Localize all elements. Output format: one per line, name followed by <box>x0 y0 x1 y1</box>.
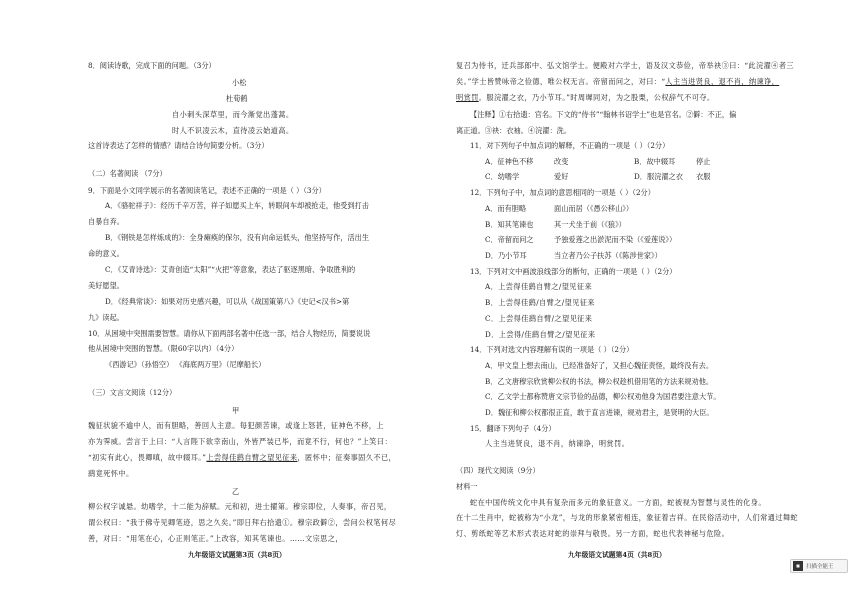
q12-heading: 12．下列句子中，加点词的意思相同的一项是（ ）（2分） <box>470 188 655 197</box>
passage-jia-line-3b: ，匿怀中；征奏事固久不已， <box>297 453 397 462</box>
passage-yi-line-4: 复召为侍书，迁兵部郎中、弘文馆学士。便殿对六学士，语及汉文恭俭，帝举袂③曰：“此浣濯④者三 <box>456 61 794 70</box>
q10-line-1: 10．从困境中突围需要智慧。请你从下面两部名著中任选一部，结合人物经历，简要说说 <box>88 329 371 338</box>
right-page <box>430 0 860 595</box>
q11-option-b-meaning: 停止 <box>696 157 711 166</box>
q8-question: 这首诗表达了怎样的情感？请结合诗句简要分析。（3分） <box>88 141 269 150</box>
passage-yi-label: 乙 <box>232 487 240 496</box>
q9-option-d: D．《经典常谈》：如果对历史感兴趣，可以从《战国策第八》《史记<汉书>第 <box>105 297 350 306</box>
right-page-footer: 九年级语文试题第4页（共8页） <box>568 551 666 559</box>
material-1-label: 材料一 <box>456 482 478 491</box>
passage-jia-line-2: 亦为霁威。尝言于上曰：“人言陛下欲幸南山，外皆严装已毕，而竟不行，何也？”上笑曰： <box>88 437 393 446</box>
q14-option-c: C．乙文学士都称赞唐文宗节俭的品德，柳公权劝他身为国君要注意大节。 <box>485 392 721 401</box>
q9-heading: 9．下面是小文同学展示的名著阅读笔记，表述不正确的一项是（ ）（3分） <box>88 186 326 195</box>
q10-line-2: 他从困境中突围的智慧。（限60字以内）（4分） <box>88 344 239 353</box>
section-2-title: （二）名著阅读 （7分） <box>88 169 167 178</box>
q12-option-c: C．帝留而问之 <box>485 235 534 244</box>
poem-line-2: 时人不识凌云木，直待凌云始道高。 <box>172 126 294 135</box>
passage-yi-line-5a: 矣。”学士皆赞咏帝之俭德，唯公权无言。帝留而问之，对曰：“ <box>456 77 666 86</box>
passage-jia-line-1: 魏征状貌不逾中人，而有胆略，善回人主意。每犯颜苦谏，或逢上怒甚，征神色不移，上 <box>88 421 384 430</box>
q15-heading: 15．翻译下列句子（4分） <box>470 424 556 433</box>
underlined-sentence-part-2: 明赏罚 <box>456 93 479 102</box>
q12-option-a: A．而有胆略 <box>485 204 527 213</box>
annotation-line-1: 【注释】①右拾遗：官名。下文的“侍书”“翰林书诏学士”也是官名。②僻：不正，偏 <box>470 110 737 119</box>
wavy-underlined-sentence: 上尝得佳鹞自臂之望见征来 <box>206 453 298 462</box>
passage-yi-line-2: 谓公权曰：“我于佛寺见卿笔迹，思之久矣。”即日拜右拾遗①。穆宗政僻②，尝问公权笔何尽 <box>88 518 397 527</box>
q13-option-b: B．上尝得佳鹞/自臂之/望见征来 <box>485 298 595 307</box>
q13-option-d: D．上尝得/佳鹞自臂之/望见征来 <box>485 330 596 339</box>
q12-option-b: B．知其笔谏也 <box>485 220 534 229</box>
q11-option-a: A．征神色不移 <box>485 157 534 166</box>
q14-heading: 14．下列对选文内容理解有误的一项是（ ）（2分） <box>470 345 634 354</box>
poem-author: 杜荀鹤 <box>226 94 248 103</box>
q11-heading: 11．对下列句子中加点词的解释，不正确的一项是（ ）（2分） <box>470 141 670 150</box>
q14-option-b: B．乙文唐穆宗欣赏柳公权的书法，柳公权趁机借用笔的方法来规劝他。 <box>485 377 714 386</box>
passage-jia-line-4: 鹞竟死怀中。 <box>88 469 134 478</box>
scanner-watermark-label: 扫描全能王 <box>806 564 834 570</box>
passage-yi-line-3: 善，对曰：“用笔在心，心正则笔正。”上改容，知其笔谏也。……文宗思之， <box>88 534 343 543</box>
poem-line-1: 自小刺头深草里，而今渐觉出蓬蒿。 <box>172 110 294 119</box>
passage-yi-line-6a: 。服浣濯之衣，乃小节耳。”时周墀同对，为之股栗，公权辞气不可夺。 <box>478 93 715 102</box>
material-1-line-2: 在十二生肖中，蛇被称为“小龙”，与龙的形象紧密相连，象征着吉祥。在民俗活动中，人们常通过舞蛇 <box>456 513 799 522</box>
section-3-title: （三）文言文阅读（12分） <box>88 388 177 397</box>
q11-option-c-meaning: 爱好 <box>554 172 569 181</box>
q12-option-a-compare: 面山而居（《愚公移山》） <box>554 204 634 213</box>
left-page-footer: 九年级语文试题第3页（共8页） <box>188 551 286 559</box>
q12-option-b-compare: 其一犬坐于前（《狼》） <box>554 220 626 229</box>
q9-option-c-cont: 美好愿望。 <box>88 281 124 290</box>
q9-option-a: A．《骆驼祥子》：经历千辛万苦，祥子如愿买上车，转眼间车却被抢走，他受到打击 <box>105 201 369 210</box>
q11-option-d-meaning: 衣服 <box>696 172 711 181</box>
q12-option-d-compare: 当立者乃公子扶苏（《陈涉世家》） <box>554 251 662 260</box>
q11-option-a-meaning: 改变 <box>554 157 569 166</box>
passage-jia-line-3a: “初实有此心，畏卿嗔，故中辍耳。” <box>88 453 207 462</box>
poem-title: 小松 <box>232 78 247 87</box>
material-1-line-3: 灯、剪纸蛇等艺术形式表达对蛇的崇拜与敬畏。另一方面，蛇也代表神秘与危险。 <box>456 529 730 538</box>
q11-option-c: C．幼嗜学 <box>485 172 520 181</box>
material-1-line-1: 蛇在中国传统文化中具有复杂而多元的象征意义。一方面，蛇被视为智慧与灵性的化身。 <box>470 498 766 507</box>
q14-option-a: A．甲文皇上想去南山，已经准备好了，又担心魏征责怪，最终没有去。 <box>485 361 714 370</box>
q13-option-a: A．上尝得佳鹞自臂之/望见征来 <box>485 282 593 291</box>
q9-option-a-cont: 自暴自弃。 <box>88 217 124 226</box>
qr-code-icon <box>793 561 803 571</box>
q9-option-d-cont: 九》读起。 <box>88 313 124 322</box>
q8-heading: 8．阅读诗歌，完成下面的问题。（3分） <box>88 61 216 70</box>
q11-option-d: D．服浣濯之衣 <box>634 172 683 181</box>
q12-option-c-compare: 予独爱莲之出淤泥而不染（《爱莲说》） <box>554 235 677 244</box>
q9-option-c: C．《艾青诗选》：艾青创造“太阳”“火把”等意象，表达了驱逐黑暗、争取胜利的 <box>105 265 356 274</box>
scanner-watermark-badge <box>790 559 848 573</box>
q9-option-b-cont: 命的意义。 <box>88 249 124 258</box>
underlined-sentence-part-1: 人主当进贤良，退不肖，纳谏诤， <box>665 77 780 86</box>
passage-yi-line-6 <box>456 93 714 103</box>
passage-yi-line-1: 柳公权字诚悬。幼嗜学，十二能为辞赋。元和初，进士擢第。穆宗即位，人奏事，帝召见， <box>88 502 392 511</box>
annotation-line-2: 离正道。③袂：衣袖。④浣濯：洗。 <box>456 126 572 135</box>
section-4-title: （四）现代文阅读（9分） <box>456 466 540 475</box>
passage-yi-line-5 <box>456 77 779 87</box>
q13-option-c: C．上尝得佳鹞自臂/之望见征来 <box>485 314 593 323</box>
q9-option-b: B．《钢铁是怎样炼成的》：全身瘫痪的保尔，没有向命运低头，他坚持写作，活出生 <box>105 233 370 242</box>
q10-books: 《西游记》（孙悟空） 《海底两万里》（尼摩船长） <box>105 360 266 369</box>
passage-jia-label: 甲 <box>232 406 240 415</box>
q13-heading: 13．下列对文中画波浪线部分的断句，正确的一项是（ ）（2分） <box>470 267 677 276</box>
q15-sentence: 人主当进贤良，退不肖，纳谏诤，明赏罚。 <box>485 439 630 448</box>
q12-option-d: D．乃小节耳 <box>485 251 527 260</box>
passage-jia-line-3 <box>88 453 396 463</box>
q11-option-b: B．故中辍耳 <box>634 157 676 166</box>
q14-option-d: D．魏征和柳公权都很正直，敢于直言进谏，规劝君主，是贤明的大臣。 <box>485 408 714 417</box>
